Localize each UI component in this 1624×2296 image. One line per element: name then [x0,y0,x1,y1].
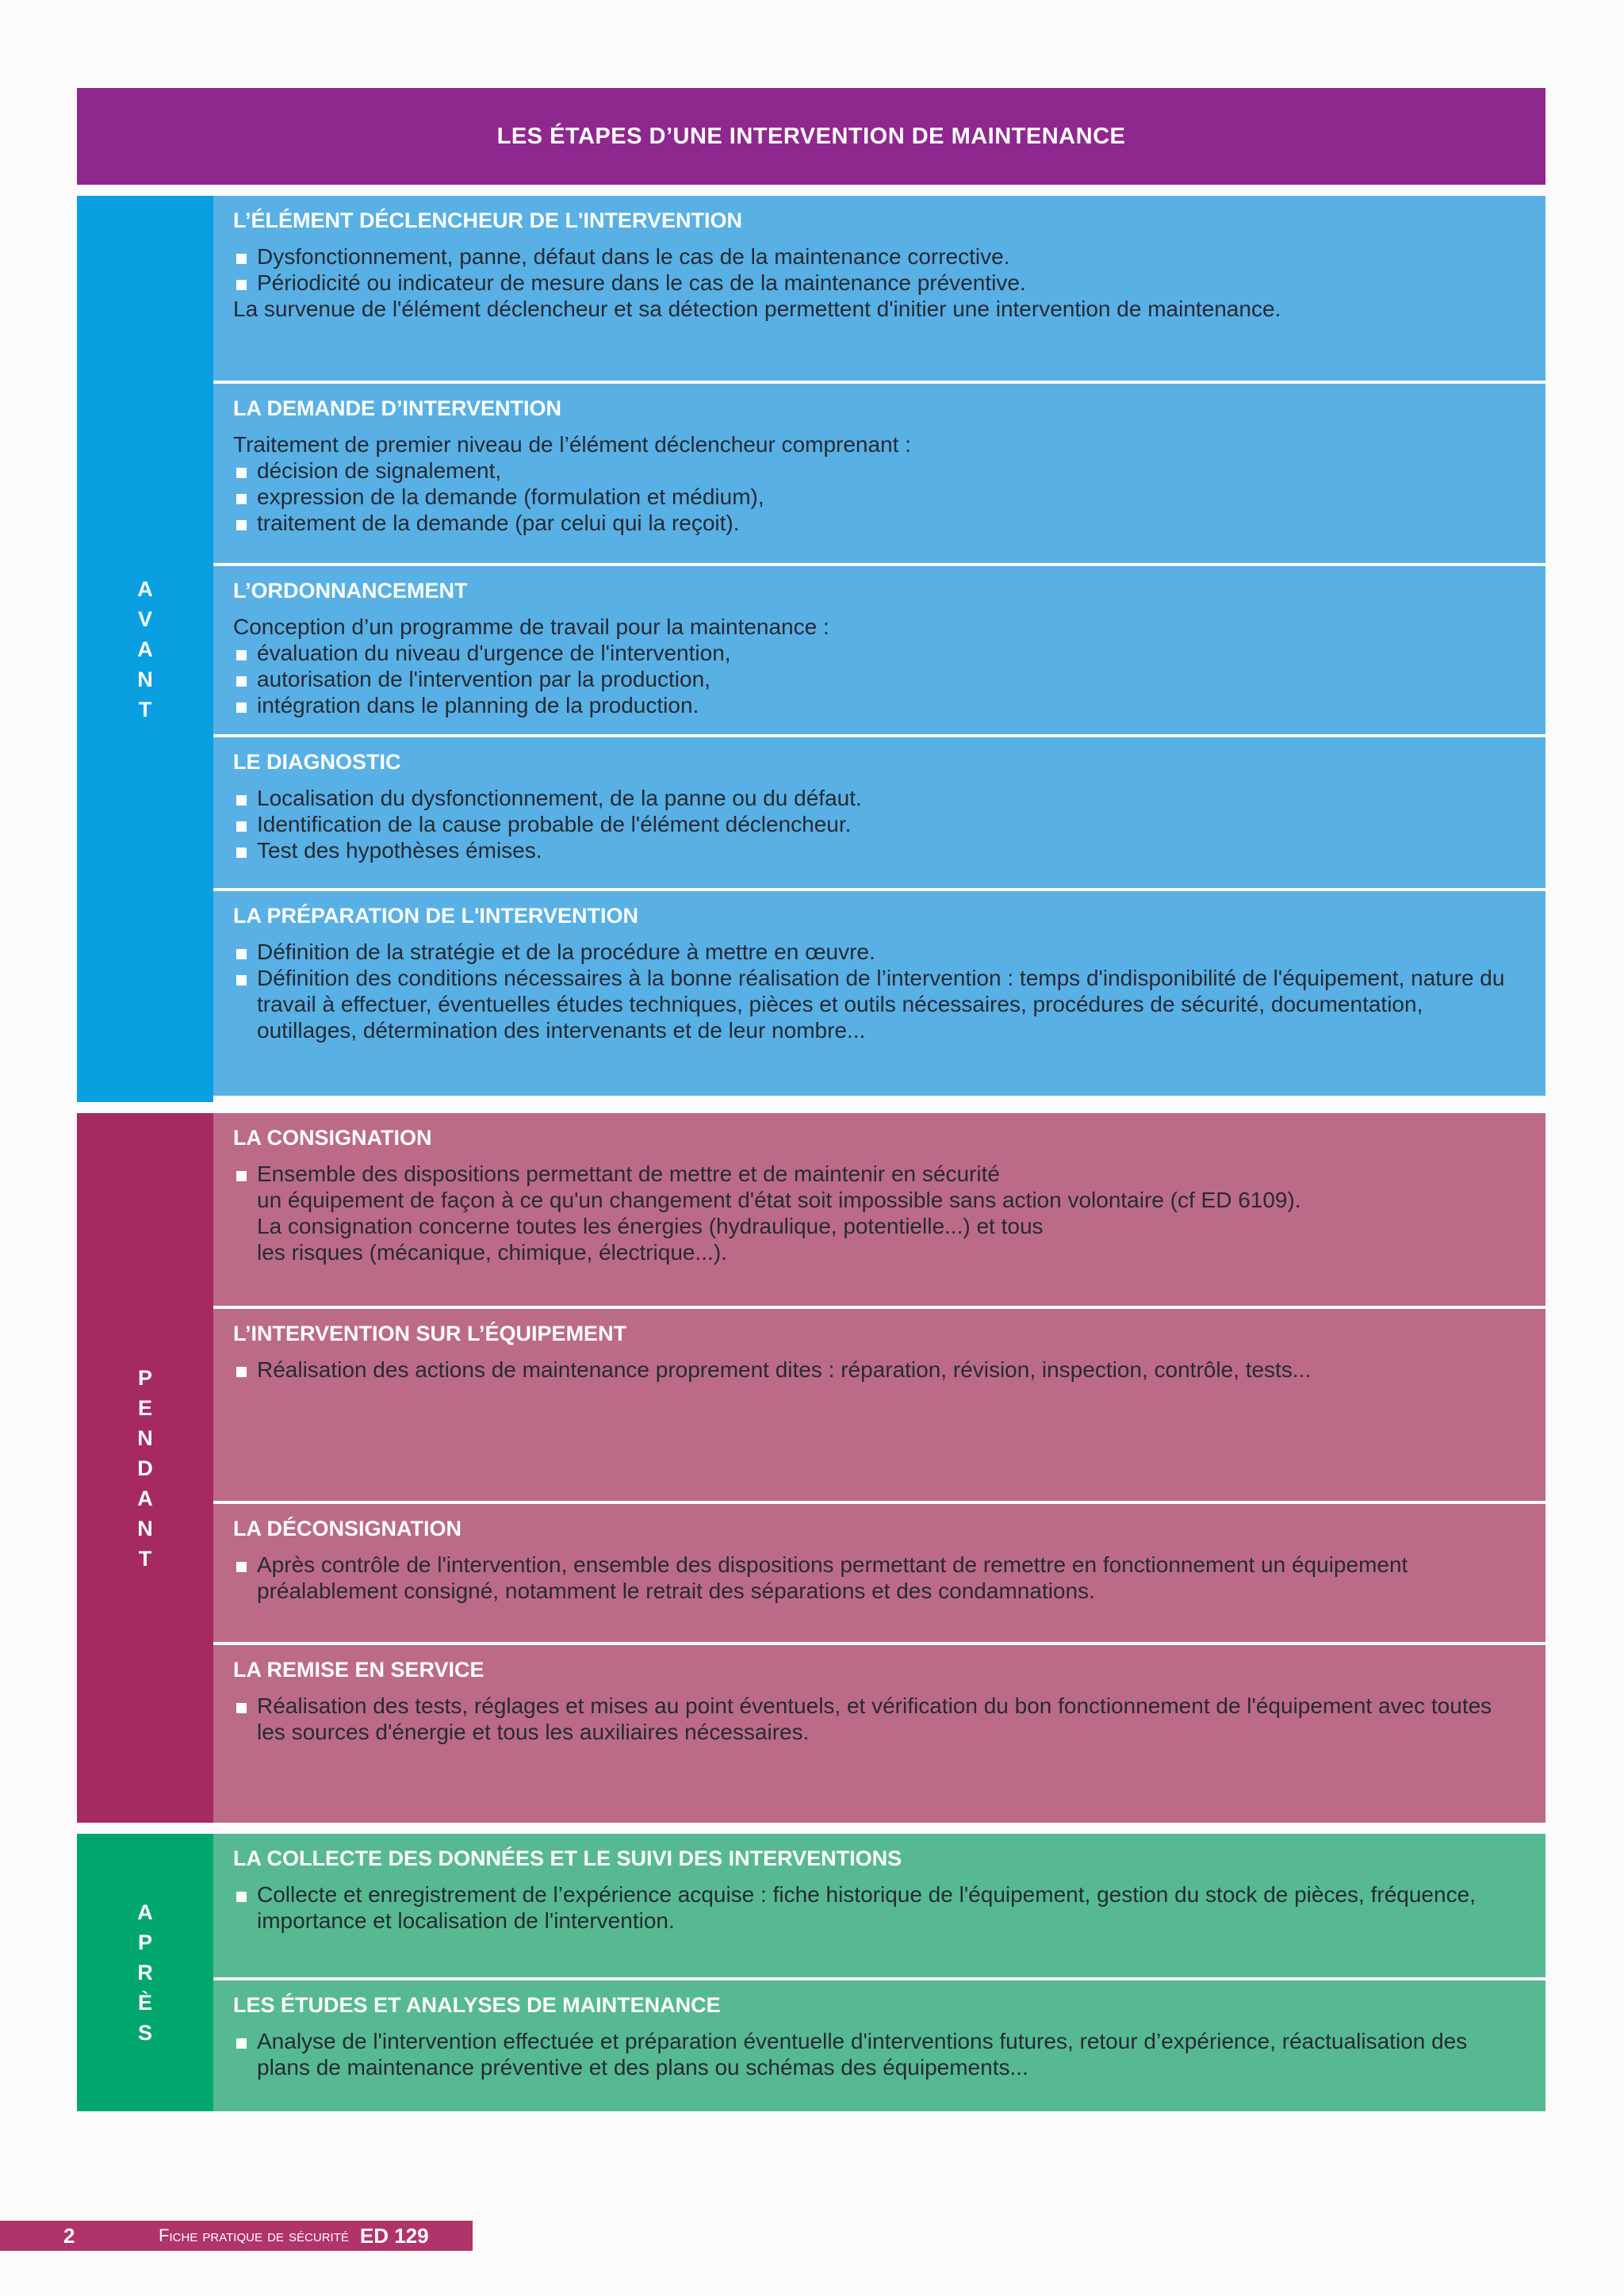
page-number: 2 [63,2223,75,2248]
section-avant [77,196,1545,1102]
square-bullet-icon [233,965,257,1043]
bullet-item [233,692,1522,718]
side-word [137,574,153,725]
side-letter: A [137,1900,153,1924]
step-panel [213,563,1545,734]
step-panel [213,196,1545,381]
step-panel [213,888,1545,1096]
bullet-item [233,1552,1522,1604]
panels-avant [213,196,1545,1102]
bullet-item [233,811,1522,837]
bullet-item [233,785,1522,811]
side-letter: N [137,1425,153,1450]
section-apres [77,1834,1545,2111]
square-bullet-icon [233,837,257,863]
bullet-text: traitement de la demande (par celui qui la reçoit). [257,511,740,535]
bullet-item [233,457,1522,484]
bullet-text: Localisation du dysfonctionnement, de la panne ou du défaut. [257,786,862,810]
bullet-text: Réalisation des actions de maintenance proprement dites : réparation, révision, inspection, contrôle, tests... [257,1357,1312,1382]
bullet-text: Collecte et enregistrement de l’expérience acquise : fiche historique de l'équipement, gestion du stock de pièces, fréquence, importance et localisation de l'intervention. [257,1882,1476,1933]
bullet-text: Périodicité ou indicateur de mesure dans le cas de la maintenance préventive. [257,270,1026,295]
square-bullet-icon [233,640,257,666]
side-letter: A [137,637,153,661]
side-label-avant [77,196,213,1102]
bullet-item [233,1161,1522,1265]
square-bullet-icon [233,1552,257,1604]
bullet-item [233,270,1522,296]
side-letter: A [137,1486,153,1510]
square-bullet-icon [233,510,257,536]
bullet-text: Définition de la stratégie et de la procédure à mettre en œuvre. [257,939,875,964]
square-bullet-icon [233,1357,257,1383]
side-letter: P [137,1365,152,1390]
bullet-text: Identification de la cause probable de l'élément déclencheur. [257,812,852,836]
footer-label: Fiche pratique de sécurité [159,2225,349,2245]
square-bullet-icon [233,1693,257,1745]
step-panel [213,381,1545,563]
bullet-item [233,640,1522,666]
bullet-item [233,837,1522,863]
square-bullet-icon [233,1881,257,1934]
text-line: Conception d’un programme de travail pour la maintenance : [233,614,829,639]
side-letter: R [137,1961,153,1984]
side-letter: T [138,1546,152,1571]
text-line: Traitement de premier niveau de l’élément déclencheur comprenant : [233,432,911,457]
step-panel [213,1977,1545,2111]
step-title: LE DIAGNOSTIC [233,750,401,774]
step-panel [213,1501,1545,1642]
step-title: LA REMISE EN SERVICE [233,1658,485,1682]
bullet-item [233,939,1522,965]
bullet-text: Analyse de l'intervention effectuée et préparation éventuelle d'interventions futures, retour d’expérience, réactualisation des plans de maintenance préventive et des plans ou schémas des équipements... [257,2029,1468,2080]
step-title: LA CONSIGNATION [233,1126,432,1150]
bullet-text: évaluation du niveau d'urgence de l'intervention, [257,641,731,665]
square-bullet-icon [233,270,257,296]
step-title: LA COLLECTE DES DONNÉES ET LE SUIVI DES INTERVENTIONS [233,1846,902,1870]
step-panel [213,734,1545,888]
bullet-item [233,965,1522,1043]
bullet-item [233,484,1522,510]
step-title: LES ÉTUDES ET ANALYSES DE MAINTENANCE [233,1993,721,2017]
square-bullet-icon [233,692,257,718]
bullet-text: expression de la demande (formulation et médium), [257,484,764,509]
side-letter: E [137,1395,152,1420]
side-letter: N [137,1516,153,1540]
document-code: ED 129 [359,2223,429,2248]
bullet-text: autorisation de l'intervention par la production, [257,667,710,691]
bullet-text: Après contrôle de l'intervention, ensemble des dispositions permettant de remettre en fonctionnement un équipement préalablement consigné, notamment le retrait des séparations et des condamnations. [257,1552,1408,1603]
side-letter: A [137,576,153,601]
bullet-item [233,2028,1522,2080]
panels-pendant [213,1113,1545,1823]
square-bullet-icon [233,2028,257,2080]
square-bullet-icon [233,484,257,510]
bullet-item [233,243,1522,270]
square-bullet-icon [233,785,257,811]
square-bullet-icon [233,666,257,692]
side-letter: T [138,697,152,721]
bullet-text: Dysfonctionnement, panne, défaut dans le cas de la maintenance corrective. [257,244,1010,269]
side-word [137,1897,153,2048]
square-bullet-icon [233,243,257,270]
side-letter: S [137,2021,152,2045]
step-panel [213,1642,1545,1823]
step-title: LA DÉCONSIGNATION [233,1517,462,1540]
square-bullet-icon [233,457,257,484]
side-letter: V [137,607,152,631]
bullet-item [233,1357,1522,1383]
bullet-text: intégration dans le planning de la production. [257,693,699,718]
section-pendant [77,1113,1545,1823]
step-panel [213,1306,1545,1501]
square-bullet-icon [233,1161,257,1265]
step-title: L’INTERVENTION SUR L’ÉQUIPEMENT [233,1322,627,1345]
bullet-item [233,510,1522,536]
step-panel [213,1113,1545,1306]
bullet-text: Réalisation des tests, réglages et mises au point éventuels, et vérification du bon fonctionnement de l'équipement avec toutes les sources d'énergie et tous les auxiliaires nécessaires. [257,1693,1492,1744]
bullet-text: Ensemble des dispositions permettant de mettre et de maintenir en sécurité un équipement de façon à ce qu'un changement d'état soit impossible sans action volontaire (cf ED 6109). La consignation concerne toutes les énergies (hydraulique, potentielle...) et tous les risques (mécanique, chimique, électrique...). [257,1161,1301,1265]
bullet-text: Test des hypothèses émises. [257,838,542,863]
panels-apres [213,1834,1545,2111]
side-letter: È [137,1991,152,2015]
side-label-apres [77,1834,213,2111]
bullet-item [233,1881,1522,1934]
side-label-pendant [77,1113,213,1823]
bullet-item [233,666,1522,692]
step-title: LA DEMANDE D’INTERVENTION [233,396,562,420]
square-bullet-icon [233,939,257,965]
step-title: L’ÉLÉMENT DÉCLENCHEUR DE L'INTERVENTION [233,209,742,232]
step-title: L’ORDONNANCEMENT [233,579,468,603]
bullet-text: Définition des conditions nécessaires à la bonne réalisation de l’intervention : temps d'indisponibilité de l'équipement, nature du travail à effectuer, éventuelles études techniques, pièces et outils nécessaires, procédures de sécurité, documentation, outillages, détermination des intervenants et de leur nombre... [257,966,1505,1043]
side-letter: D [137,1456,153,1480]
step-title: LA PRÉPARATION DE L'INTERVENTION [233,904,638,928]
side-word [137,1363,153,1574]
side-letter: P [137,1931,152,1954]
side-letter: N [137,667,153,691]
step-panel [213,1834,1545,1977]
page-title: LES ÉTAPES D’UNE INTERVENTION DE MAINTENANCE [77,88,1545,185]
bullet-item [233,1693,1522,1745]
bullet-text: décision de signalement, [257,458,502,483]
text-line: La survenue de l'élément déclencheur et sa détection permettent d'initier une intervention de maintenance. [233,297,1281,321]
footer [0,2221,473,2251]
square-bullet-icon [233,811,257,837]
